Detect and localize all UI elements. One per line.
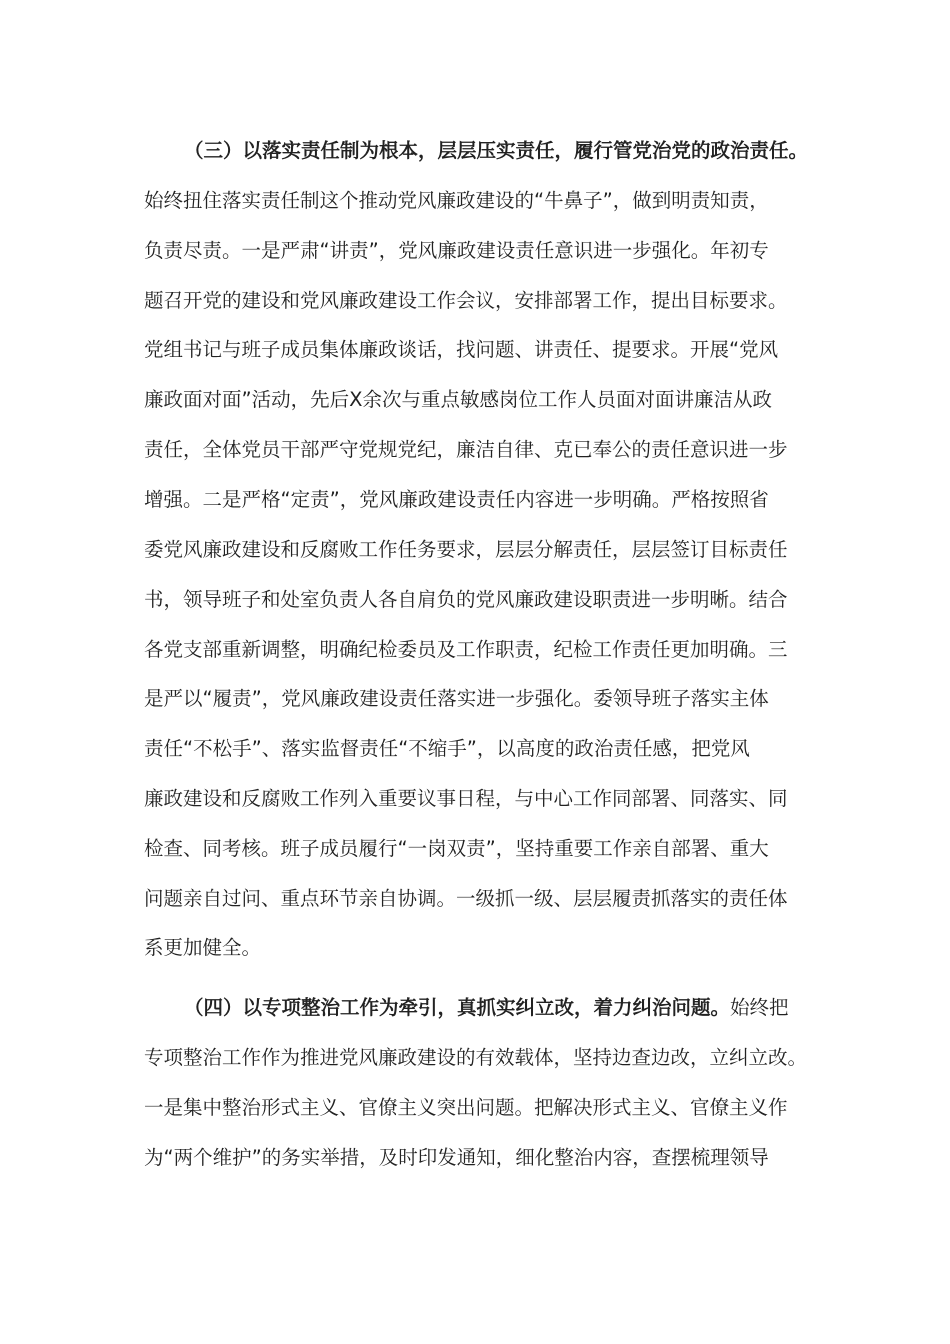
paragraph-line: 党组书记与班子成员集体廉政谈话，找问题、讲责任、提要求。开展“党风 (144, 338, 779, 361)
paragraph-line: 负责尽责。一是严肃“讲责”，党风廉政建设责任意识进一步强化。年初专 (144, 239, 769, 262)
paragraph-line: 廉政建设和反腐败工作列入重要议事日程，与中心工作同部署、同落实、同 (144, 787, 788, 810)
paragraph-line: 为“两个维护”的务实举措，及时印发通知，细化整治内容，查摆梳理领导 (144, 1146, 769, 1169)
paragraph-line: 专项整治工作作为推进党风廉政建设的有效载体，坚持边查边改，立纠立改。 (144, 1046, 808, 1069)
section-4-first-line (184, 988, 834, 1028)
paragraph-line: 各党支部重新调整，明确纪检委员及工作职责，纪检工作责任更加明确。三 (144, 638, 788, 661)
paragraph-line: 是严以“履责”，党风廉政建设责任落实进一步强化。委领导班子落实主体 (144, 687, 769, 710)
paragraph-line: 检查、同考核。班子成员履行“一岗双责”，坚持重要工作亲自部署、重大 (144, 837, 769, 860)
paragraph-line: 廉政面对面”活动，先后X余次与重点敏感岗位工作人员面对面讲廉洁从政 (144, 388, 772, 411)
paragraph-line: 责任“不松手”、落实监督责任“不缩手”，以高度的政治责任感，把党风 (144, 737, 750, 760)
paragraph-line: 责任，全体党员干部严守党规党纪，廉洁自律、克已奉公的责任意识进一步 (144, 438, 788, 461)
paragraph-line: 问题亲自过问、重点环节亲自协调。一级抓一级、层层履责抓落实的责任体 (144, 887, 788, 910)
paragraph-line: 书，领导班子和处室负责人各自肩负的党风廉政建设职责进一步明晰。结合 (144, 588, 788, 611)
paragraph-line: 增强。二是严格“定责”，党风廉政建设责任内容进一步明确。严格按照省 (144, 488, 769, 511)
paragraph-line: 一是集中整治形式主义、官僚主义突出问题。把解决形式主义、官僚主义作 (144, 1096, 788, 1119)
section-4-heading: （四）以专项整治工作为牵引，真抓实纠立改，着力纠治问题。 (184, 996, 731, 1019)
section-4-heading-tail: 始终把 (730, 996, 789, 1019)
paragraph-line: 题召开党的建设和党风廉政建设工作会议，安排部署工作，提出目标要求。 (144, 289, 788, 312)
paragraph-line: 委党风廉政建设和反腐败工作任务要求，层层分解责任，层层签订目标责任 (144, 538, 788, 561)
section-3-heading: （三）以落实责任制为根本，层层压实责任，履行管党治党的政治责任。 (184, 139, 809, 162)
paragraph-line: 系更加健全。 (144, 936, 262, 959)
paragraph-line: 始终扭住落实责任制这个推动党风廉政建设的“牛鼻子”，做到明责知责， (144, 189, 769, 212)
